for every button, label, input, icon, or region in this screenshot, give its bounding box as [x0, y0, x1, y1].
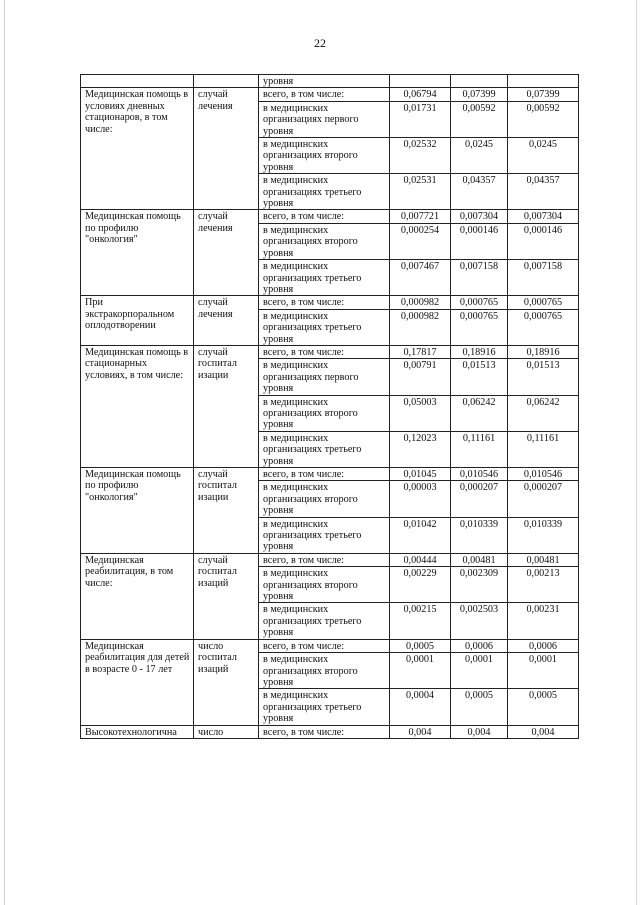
row-label-cell: всего, в том числе: — [259, 210, 390, 223]
unit-cell: случай лечения — [194, 210, 259, 296]
value-cell-v1: 0,007467 — [390, 260, 451, 296]
value-cell-v1: 0,02532 — [390, 138, 451, 174]
value-cell-v1: 0,00215 — [390, 603, 451, 639]
row-label-cell: в медицинских организациях второго уровня — [259, 395, 390, 431]
value-cell-v3: 0,07399 — [508, 88, 579, 101]
value-cell-v3: 0,00213 — [508, 567, 579, 603]
value-cell-v3: 0,007304 — [508, 210, 579, 223]
value-cell-v2: 0,010339 — [451, 517, 508, 553]
row-label-cell: всего, в том числе: — [259, 88, 390, 101]
value-cell-v3: 0,18916 — [508, 345, 579, 358]
page-number: 22 — [314, 36, 326, 50]
group-name-cell: Высокотехнологична — [81, 725, 194, 738]
value-cell-v3: 0,11161 — [508, 431, 579, 467]
group-name-cell: Медицинская помощь в условиях дневных стационаров, в том числе: — [81, 88, 194, 210]
value-cell-v2: 0,000765 — [451, 309, 508, 345]
value-cell-v1: 0,01045 — [390, 468, 451, 481]
value-cell-v1: 0,0001 — [390, 653, 451, 689]
value-cell-v2: 0,010546 — [451, 468, 508, 481]
value-cell — [508, 75, 579, 88]
value-cell-v1: 0,000254 — [390, 223, 451, 259]
value-cell-v2: 0,18916 — [451, 345, 508, 358]
value-cell-v2: 0,007158 — [451, 260, 508, 296]
value-cell-v3: 0,000765 — [508, 296, 579, 309]
table-row — [81, 468, 579, 481]
value-cell-v3: 0,000765 — [508, 309, 579, 345]
value-cell-v3: 0,0245 — [508, 138, 579, 174]
unit-cell: случай лечения — [194, 88, 259, 210]
norms-table-body — [81, 75, 579, 739]
row-label-cell: всего, в том числе: — [259, 725, 390, 738]
row-label-cell: всего, в том числе: — [259, 345, 390, 358]
row-label-cell: в медицинских организациях второго уровня — [259, 481, 390, 517]
row-label-cell: всего, в том числе: — [259, 639, 390, 652]
value-cell-v2: 0,0001 — [451, 653, 508, 689]
value-cell-v3: 0,000207 — [508, 481, 579, 517]
value-cell-v3: 0,04357 — [508, 174, 579, 210]
row-label-cell: в медицинских организациях первого уровня — [259, 359, 390, 395]
value-cell-v2: 0,000207 — [451, 481, 508, 517]
table-row — [81, 296, 579, 309]
table-row — [81, 639, 579, 652]
value-cell-v3: 0,01513 — [508, 359, 579, 395]
table-row — [81, 725, 579, 738]
continuation-label: уровня — [259, 75, 390, 88]
table-row — [81, 345, 579, 358]
row-label-cell: всего, в том числе: — [259, 296, 390, 309]
value-cell-v1: 0,00229 — [390, 567, 451, 603]
row-label-cell: в медицинских организациях третьего уровня — [259, 517, 390, 553]
value-cell-v3: 0,0005 — [508, 689, 579, 725]
value-cell-v2: 0,002503 — [451, 603, 508, 639]
unit-cell: случай госпитал изации — [194, 345, 259, 467]
value-cell-v2: 0,007304 — [451, 210, 508, 223]
unit-cell: случай госпитал изаций — [194, 553, 259, 639]
table-row — [81, 553, 579, 566]
value-cell-v2: 0,01513 — [451, 359, 508, 395]
value-cell-v2: 0,00592 — [451, 101, 508, 137]
value-cell-v2: 0,004 — [451, 725, 508, 738]
unit-cell — [194, 75, 259, 88]
table-row — [81, 88, 579, 101]
value-cell-v1: 0,000982 — [390, 296, 451, 309]
row-label-cell: в медицинских организациях первого уровня — [259, 101, 390, 137]
continuation-row — [81, 75, 579, 88]
unit-cell: число — [194, 725, 259, 738]
group-name-cell: Медицинская помощь по профилю "онкология" — [81, 468, 194, 554]
value-cell-v1: 0,02531 — [390, 174, 451, 210]
value-cell-v2: 0,06242 — [451, 395, 508, 431]
value-cell-v2: 0,0245 — [451, 138, 508, 174]
group-name-cell: Медицинская реабилитация для детей в возрасте 0 - 17 лет — [81, 639, 194, 725]
row-label-cell: в медицинских организациях второго уровня — [259, 653, 390, 689]
value-cell-v1: 0,000982 — [390, 309, 451, 345]
value-cell-v1: 0,12023 — [390, 431, 451, 467]
value-cell-v3: 0,000146 — [508, 223, 579, 259]
value-cell-v3: 0,0001 — [508, 653, 579, 689]
row-label-cell: всего, в том числе: — [259, 468, 390, 481]
value-cell-v2: 0,0005 — [451, 689, 508, 725]
value-cell-v2: 0,000765 — [451, 296, 508, 309]
row-label-cell: в медицинских организациях третьего уровня — [259, 260, 390, 296]
value-cell — [451, 75, 508, 88]
value-cell-v3: 0,010546 — [508, 468, 579, 481]
scan-edge-right — [636, 0, 637, 905]
value-cell-v2: 0,000146 — [451, 223, 508, 259]
value-cell-v1: 0,00791 — [390, 359, 451, 395]
value-cell-v3: 0,004 — [508, 725, 579, 738]
row-label-cell: в медицинских организациях третьего уровня — [259, 603, 390, 639]
value-cell-v2: 0,00481 — [451, 553, 508, 566]
row-label-cell: в медицинских организациях второго уровня — [259, 567, 390, 603]
value-cell-v1: 0,05003 — [390, 395, 451, 431]
value-cell-v3: 0,007158 — [508, 260, 579, 296]
value-cell — [390, 75, 451, 88]
value-cell-v2: 0,002309 — [451, 567, 508, 603]
group-name-cell — [81, 75, 194, 88]
row-label-cell: в медицинских организациях второго уровня — [259, 138, 390, 174]
value-cell-v3: 0,010339 — [508, 517, 579, 553]
value-cell-v2: 0,04357 — [451, 174, 508, 210]
value-cell-v1: 0,0004 — [390, 689, 451, 725]
group-name-cell: Медицинская помощь в стационарных условиях, в том числе: — [81, 345, 194, 467]
value-cell-v1: 0,004 — [390, 725, 451, 738]
value-cell-v1: 0,06794 — [390, 88, 451, 101]
row-label-cell: в медицинских организациях третьего уровня — [259, 689, 390, 725]
unit-cell: число госпитал изаций — [194, 639, 259, 725]
value-cell-v1: 0,007721 — [390, 210, 451, 223]
value-cell-v2: 0,07399 — [451, 88, 508, 101]
value-cell-v1: 0,17817 — [390, 345, 451, 358]
value-cell-v1: 0,01731 — [390, 101, 451, 137]
value-cell-v3: 0,06242 — [508, 395, 579, 431]
unit-cell: случай лечения — [194, 296, 259, 346]
row-label-cell: всего, в том числе: — [259, 553, 390, 566]
value-cell-v3: 0,0006 — [508, 639, 579, 652]
value-cell-v3: 0,00481 — [508, 553, 579, 566]
unit-cell: случай госпитал изации — [194, 468, 259, 554]
table-row — [81, 210, 579, 223]
row-label-cell: в медицинских организациях третьего уровня — [259, 431, 390, 467]
value-cell-v3: 0,00231 — [508, 603, 579, 639]
scan-edge-left — [4, 0, 5, 905]
value-cell-v2: 0,11161 — [451, 431, 508, 467]
row-label-cell: в медицинских организациях третьего уровня — [259, 309, 390, 345]
value-cell-v1: 0,00003 — [390, 481, 451, 517]
value-cell-v1: 0,00444 — [390, 553, 451, 566]
value-cell-v3: 0,00592 — [508, 101, 579, 137]
value-cell-v2: 0,0006 — [451, 639, 508, 652]
row-label-cell: в медицинских организациях второго уровня — [259, 223, 390, 259]
norms-table — [80, 74, 579, 739]
group-name-cell: Медицинская помощь по профилю "онкология" — [81, 210, 194, 296]
value-cell-v1: 0,01042 — [390, 517, 451, 553]
group-name-cell: Медицинская реабилитация, в том числе: — [81, 553, 194, 639]
value-cell-v1: 0,0005 — [390, 639, 451, 652]
row-label-cell: в медицинских организациях третьего уровня — [259, 174, 390, 210]
group-name-cell: При экстракорпоральном оплодотворении — [81, 296, 194, 346]
